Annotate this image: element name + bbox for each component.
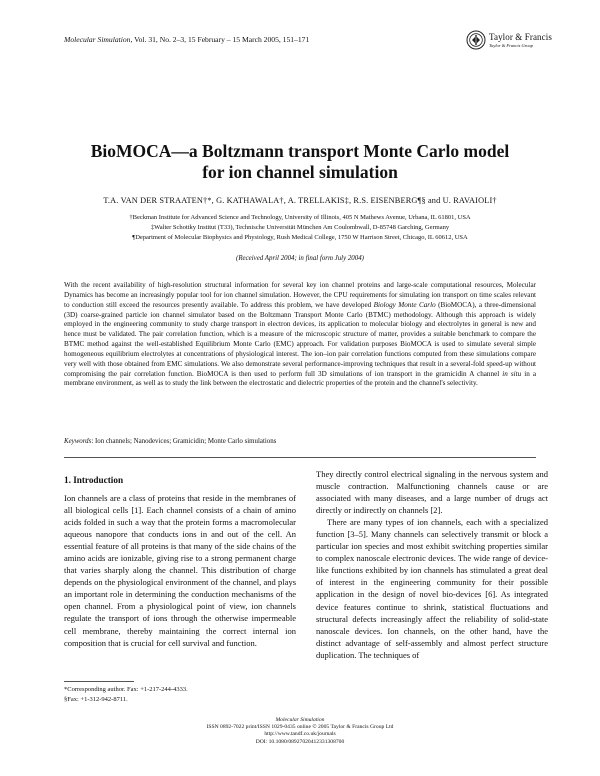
received-dates: (Received April 2004; in final form July 2004) xyxy=(236,255,364,262)
abstract-text-3: in a membrane environment, as well as to study the link between the electrostatic and dielectric properties of the protein and the channel's selectivity. xyxy=(64,369,537,388)
footnote-divider xyxy=(64,681,134,682)
footnotes xyxy=(64,685,188,705)
affiliation-3: ¶Department of Molecular Biophysics and Physiology, Rush Medical College, 1750 W Harrison Street, Chicago, IL 60612, USA xyxy=(132,234,468,241)
footer-url[interactable]: http://www.tandf.co.uk/journals xyxy=(264,731,336,738)
journal-volume-info: , Vol. 31, No. 2–3, 15 February – 15 March 2005, 151–171 xyxy=(130,35,310,44)
title-line-2: for ion channel simulation xyxy=(202,162,398,182)
journal-name: Molecular Simulation xyxy=(64,35,131,44)
abstract-italic-1: Biology Monte Carlo xyxy=(373,300,436,309)
authors: T.A. VAN DER STRAATEN†*, G. KATHAWALA†, A. TRELLAKIS‡, R.S. EISENBERG¶§ and U. RAVAIOLI† xyxy=(103,196,497,205)
keywords xyxy=(64,438,276,445)
abstract-text-1: With the recent availability of high-resolution structural information for several key ion channel proteins and large-scale computational resources, Molecular Dynamics has become an increasingly popular tool for ion channel simulation. However, the CPU requirements for simulating ion transport on time scales relevant to conduction still exceed the resources presently available. To address this problem, we have developed xyxy=(64,281,536,309)
footer-issn: ISSN 0892-7022 print/ISSN 1029-0435 online © 2005 Taylor & Francis Group Ltd xyxy=(206,724,394,731)
publisher-name: Taylor & Francis xyxy=(489,32,552,42)
body-paragraph: They directly control electrical signaling in the nervous system and muscle contraction. Malfunctioning channels cause or are associated with many diseases, and a large number of drugs act directly or indirectly on channels [2]. xyxy=(316,469,548,516)
footnote-1: *Corresponding author. Fax: +1-217-244-4333. xyxy=(64,686,188,693)
footer-journal: Molecular Simulation xyxy=(275,717,325,723)
keywords-text: : Ion channels; Nanodevices; Gramicidin; Monte Carlo simulations xyxy=(91,438,277,445)
section-heading: 1. Introduction xyxy=(64,475,124,485)
title-line-1: BioMOCA—a Boltzmann transport Monte Carlo model xyxy=(90,141,510,161)
abstract-italic-2: in situ xyxy=(502,369,522,378)
keywords-label: Keywords xyxy=(64,438,92,445)
abstract-text-2: (BioMOCA), a three-dimensional (3D) coarse-grained particle ion channel simulator based on the Boltzmann Transport Monte Carlo (BTMC) methodology. Although this approach is widely employed in the engineering community to study charge transport in electron devices, its application to molecular biology and electrolytes in general is new and hence must be validated. The pair correlation function, which is a measure of the microscopic structure of matter, provides a suitable benchmark to compare the BTMC method against the well-established Equilibrium Monte Carlo (EMC) approach. For validation purposes BioMOCA is used to simulate several simple homogeneous equilibrium electrolytes at concentrations of physiological interest. The ion–ion pair correlation functions computed from these simulations compare very well with those obtained from EMC simulations. We also demonstrate several performance-improving techniques that result in a several-fold speed-up without compromising the pair correlation function. BioMOCA is then used to perform full 3D simulations of ion transport in the gramicidin A channel xyxy=(64,300,536,378)
publisher-emblem-icon xyxy=(466,30,486,50)
footnote-2: §Fax: +1-312-942-8711. xyxy=(64,696,128,703)
body-paragraph: There are many types of ion channels, each with a specialized function [3–5]. Many channels can selectively transmit or block a particular ion species and most exhibit switching properties similar to complex nanoscale electronic devices. The wide range of device-like functions exhibited by ion channels has stimulated a great deal of interest in the engineering community for their possible application in the design of novel bio-devices [6]. As integrated device features continue to shrink, statistical fluctuations and structural defects increasingly affect the reliability of solid-state nanoscale devices. Ion channels, on the other hand, have the distinct advantage of self-assembly and almost perfect structure duplication. The techniques of xyxy=(316,517,548,660)
body-column-left xyxy=(64,492,296,649)
publisher-subtitle: Taylor & Francis Group xyxy=(489,43,534,48)
affiliation-2: ‡Walter Schottky Institut (T33), Technische Universität München Am Coulombwall, D-85748 Garching, Germany xyxy=(150,224,450,231)
body-paragraph: Ion channels are a class of proteins that reside in the membranes of all biological cells [1]. Each channel consists of a chain of amino acids folded in such a way that the protein forms a macromolecular aqueous nanopore that conducts ions in and out of the cell. An essential feature of all proteins is that many of the side chains of the amino acids are ionizable, giving rise to a strong permanent charge that varies sharply along the channel. This distribution of charge depends on the physiological environment of the channel, and plays an important role in determining the conduction mechanisms of the open channel. From a physiological point of view, ion channels regulate the transport of ions through the otherwise impermeable cell membrane, thereby maintaining the correct internal ion composition that is crucial for cell survival and function. xyxy=(64,493,296,648)
abstract-divider xyxy=(64,457,536,458)
footer-doi: DOI: 10.1080/08927020412331308700 xyxy=(255,738,345,745)
affiliation-1: †Beckman Institute for Advanced Science and Technology, University of Illinois, 405 N Mathews Avenue, Urbana, IL 61801, USA xyxy=(129,214,471,221)
page-footer xyxy=(0,717,600,746)
publisher-logo xyxy=(466,29,556,51)
abstract xyxy=(64,281,536,389)
journal-citation xyxy=(64,35,309,44)
body-column-right xyxy=(316,468,548,661)
paper-title xyxy=(0,141,600,183)
